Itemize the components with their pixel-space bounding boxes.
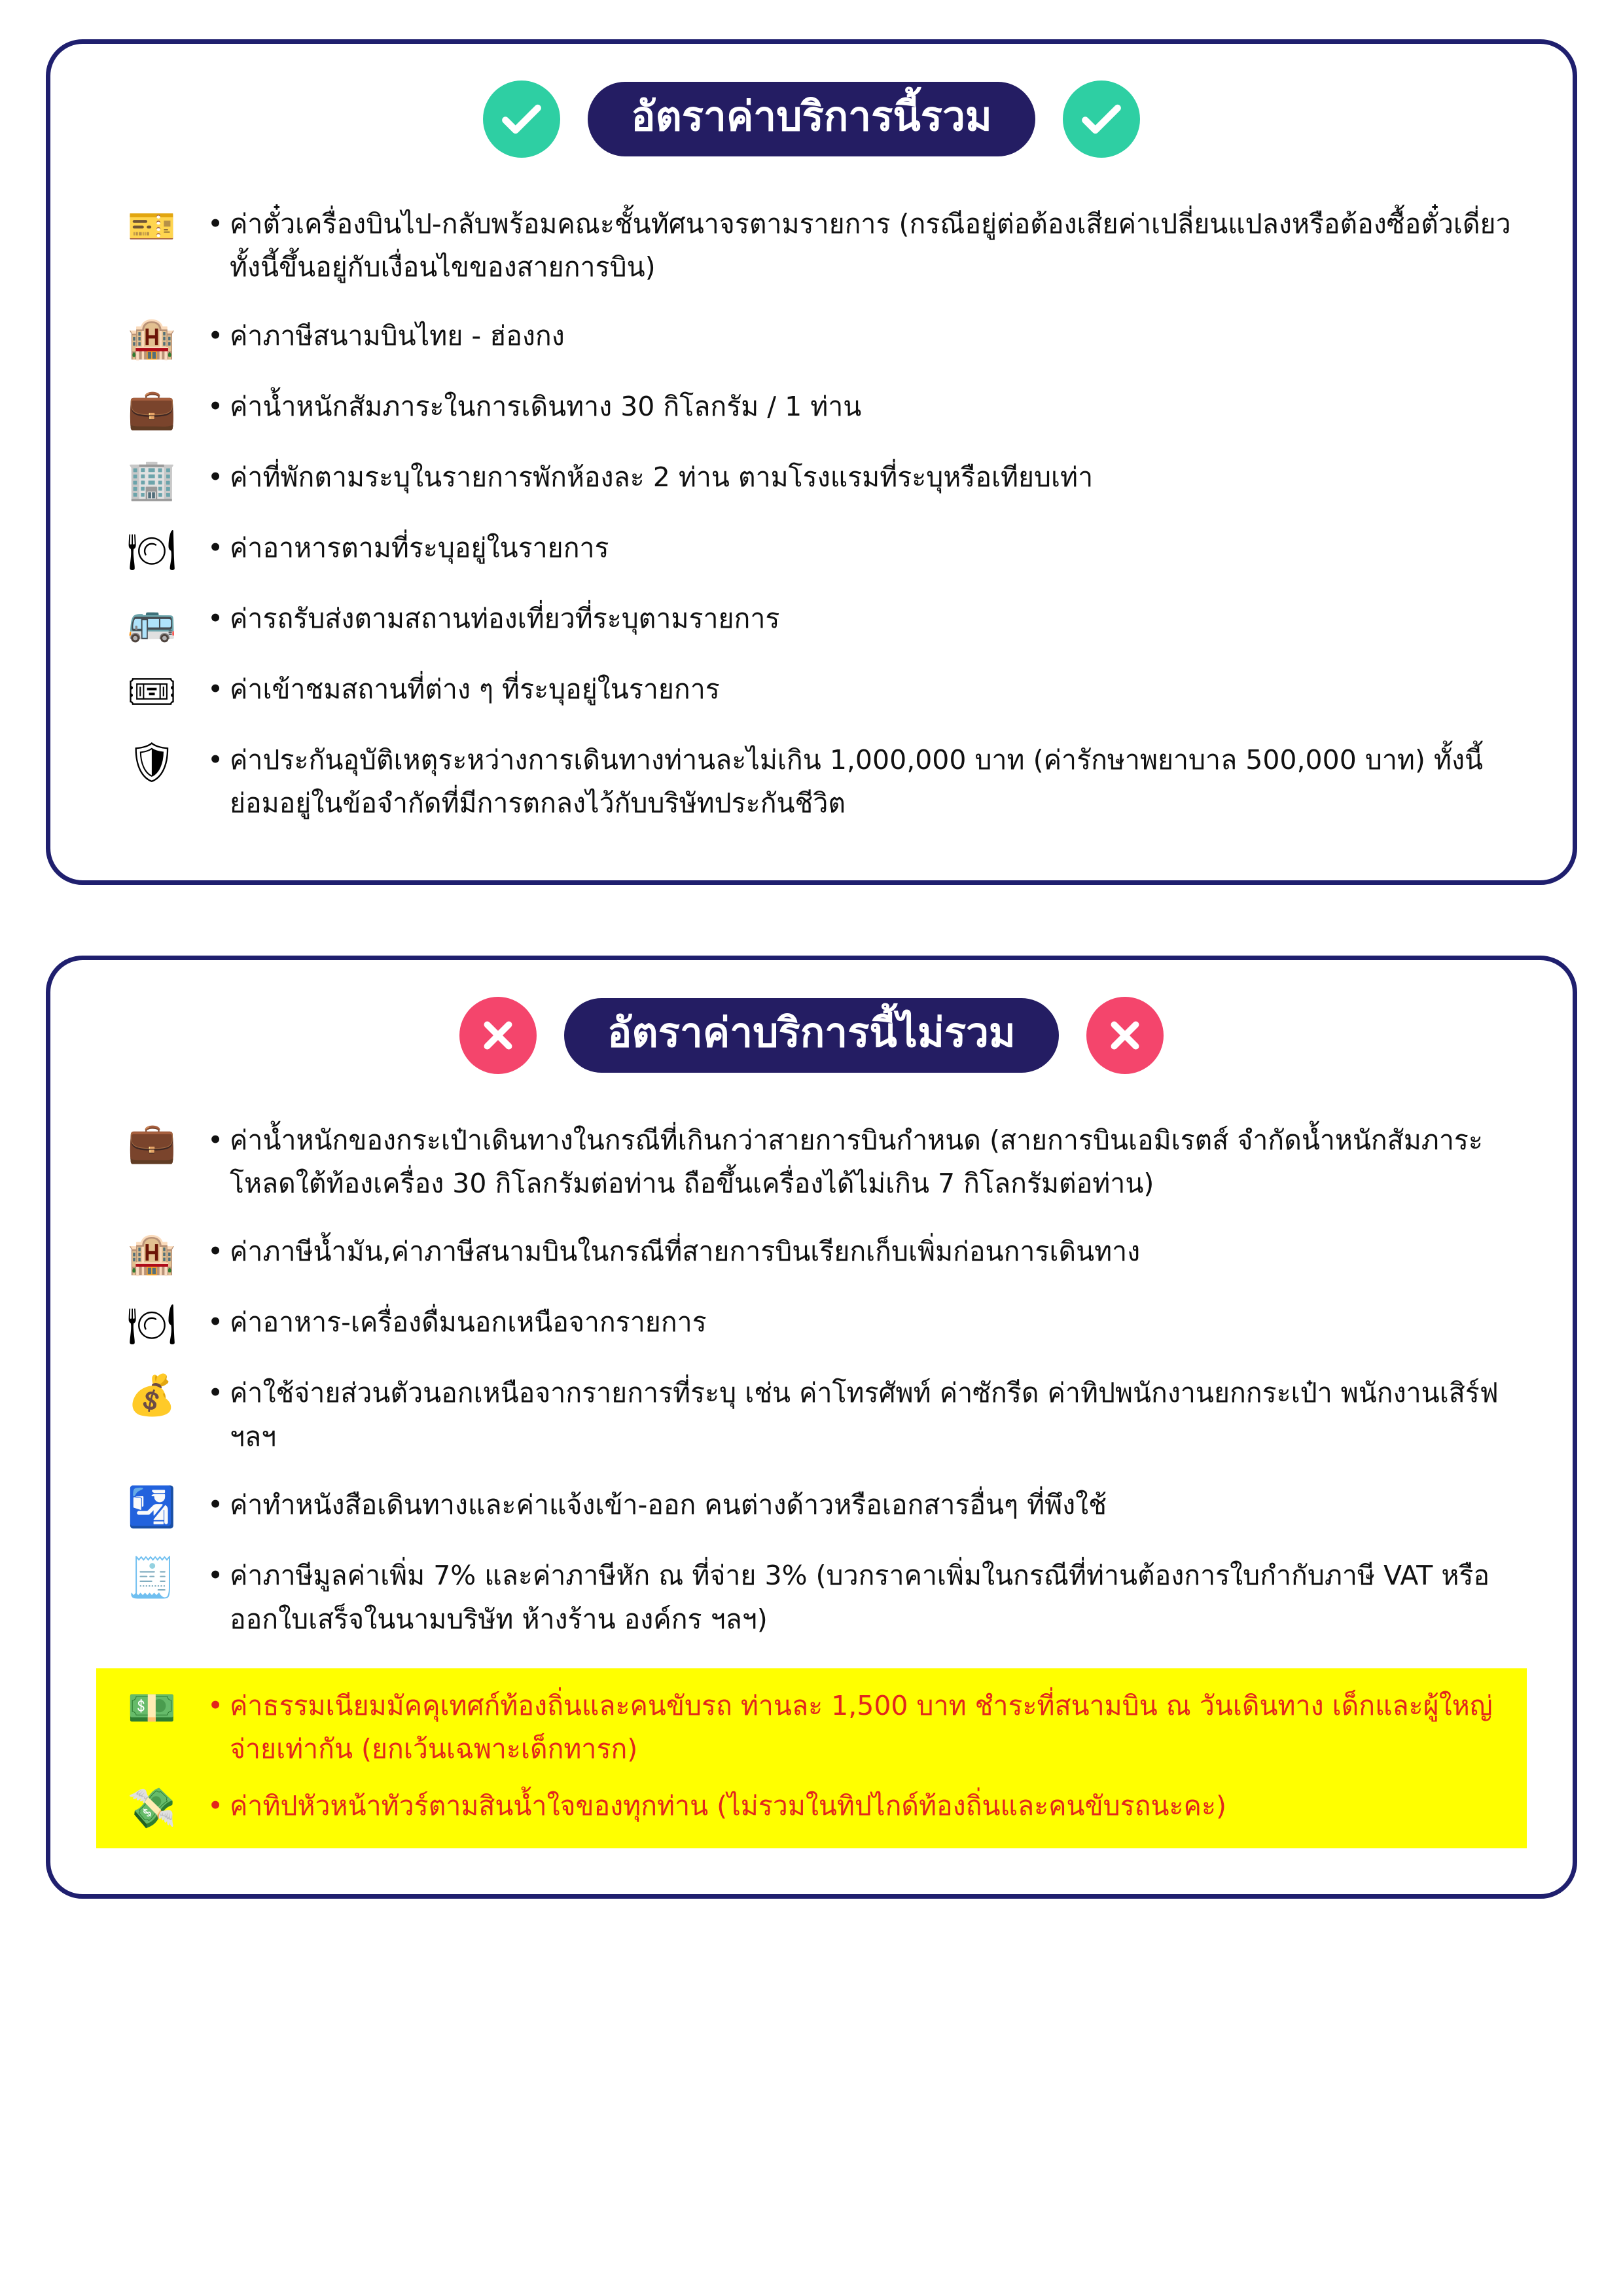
- list-item: [96, 1109, 1527, 1215]
- excluded-list: [96, 1109, 1527, 1848]
- list-item-text: • ค่าทิปหัวหน้าทัวร์ตามสินน้ำใจของทุกท่าน (ไม่รวมในทิปไกด์ท้องถิ่นและคนขับรถนะคะ): [207, 1784, 1527, 1827]
- list-item: [96, 1474, 1527, 1538]
- list-item-text: • ค่าน้ำหนักสัมภาระในการเดินทาง 30 กิโลกรัม / 1 ท่าน: [207, 385, 1527, 428]
- list-item: [96, 517, 1527, 581]
- airline-ticket-icon: 🎫: [127, 204, 177, 249]
- list-item-text: • ค่าภาษีน้ำมัน,ค่าภาษีสนามบินในกรณีที่สายการบินเรียกเก็บเพิ่มก่อนการเดินทาง: [207, 1230, 1527, 1273]
- airport-icon: 🏨: [127, 1231, 177, 1278]
- list-item: [96, 1291, 1527, 1355]
- excluded-card: [46, 956, 1577, 1899]
- included-list: [96, 193, 1527, 834]
- list-item: [96, 729, 1527, 834]
- list-item-text: • ค่าธรรมเนียมมัคคุเทศก์ท้องถิ่นและคนขับรถ ท่านละ 1,500 บาท ชำระที่สนามบิน ณ วันเดินทาง เด็กและผู้ใหญ่จ่ายเท่ากัน (ยกเว้นเฉพาะเด็กทารก): [207, 1684, 1527, 1771]
- list-item-text: • ค่าน้ำหนักของกระเป๋าเดินทางในกรณีที่เกินกว่าสายการบินกำหนด (สายการบินเอมิเรตส์ จำกัดน้ำหนักสัมภาระโหลดใต้ท้องเครื่อง 30 กิโลกรัมต่อท่าน ถือขึ้นเครื่องได้ไม่เกิน 7 กิโลกรัมต่อท่าน): [207, 1119, 1527, 1206]
- cross-circle-icon: [459, 997, 537, 1074]
- list-item: [96, 305, 1527, 369]
- list-item: [96, 588, 1527, 652]
- list-item: [96, 1362, 1527, 1467]
- list-item-text: • ค่าภาษีสนามบินไทย - ฮ่องกง: [207, 314, 1527, 357]
- included-header: [96, 81, 1527, 158]
- included-title: อัตราค่าบริการนี้รวม: [588, 82, 1035, 156]
- list-item: [96, 193, 1527, 298]
- insurance-shield-icon: 🛡: [126, 739, 177, 785]
- hotel-building-icon: 🏢: [127, 456, 177, 503]
- cash-icon: 💵: [127, 1685, 177, 1732]
- list-item-text: • ค่าที่พักตามระบุในรายการพักห้องละ 2 ท่าน ตามโรงแรมที่ระบุหรือเทียบเท่า: [207, 456, 1527, 499]
- cross-circle-icon: [1086, 997, 1164, 1074]
- luggage-icon: 💼: [127, 386, 177, 432]
- money-icon: 💰: [127, 1372, 177, 1419]
- bus-icon: 🚌: [127, 598, 177, 644]
- list-item-text: • ค่าประกันอุบัติเหตุระหว่างการเดินทางท่านละไม่เกิน 1,000,000 บาท (ค่ารักษาพยาบาล 500,000 บาท) ทั้งนี้ย่อมอยู่ในข้อจำกัดที่มีการตกลงไว้กับบริษัทประกันชีวิต: [207, 738, 1527, 825]
- cash-icon: 💸: [127, 1785, 177, 1831]
- list-item: [96, 1221, 1527, 1285]
- list-item-text: • ค่ารถรับส่งตามสถานท่องเที่ยวที่ระบุตามรายการ: [207, 597, 1527, 640]
- excluded-title: อัตราค่าบริการนี้ไม่รวม: [564, 998, 1059, 1073]
- list-item-text: • ค่าภาษีมูลค่าเพิ่ม 7% และค่าภาษีหัก ณ ที่จ่าย 3% (บวกราคาเพิ่มในกรณีที่ท่านต้องการใบกำกับภาษี VAT หรือออกใบเสร็จในนามบริษัท ห้างร้าน องค์กร ฯลฯ): [207, 1554, 1527, 1641]
- list-item-text: • ค่าใช้จ่ายส่วนตัวนอกเหนือจากรายการที่ระบุ เช่น ค่าโทรศัพท์ ค่าซักรีด ค่าทิปพนักงานยกกระเป๋า พนักงานเสิร์ฟ ฯลฯ: [207, 1371, 1527, 1458]
- list-item: [96, 1677, 1527, 1778]
- luggage-icon: 💼: [127, 1119, 177, 1166]
- airport-icon: 🏨: [127, 315, 177, 361]
- list-item-text: • ค่าอาหาร-เครื่องดื่มนอกเหนือจากรายการ: [207, 1300, 1527, 1344]
- entrance-ticket-icon: 🎟: [126, 668, 177, 715]
- highlighted-notes: [96, 1668, 1527, 1848]
- list-item-text: • ค่าตั๋วเครื่องบินไป-กลับพร้อมคณะชั้นทัศนาจรตามรายการ (กรณีอยู่ต่อต้องเสียค่าเปลี่ยนแปลงหรือต้องซื้อตั๋วเดี่ยวทั้งนี้ขึ้นอยู่กับเงื่อนไขของสายการบิน): [207, 202, 1527, 289]
- meal-icon: 🍽: [126, 1302, 177, 1348]
- list-item-text: • ค่าทำหนังสือเดินทางและค่าแจ้งเข้า-ออก คนต่างด้าวหรือเอกสารอื่นๆ ที่พึงใช้: [207, 1483, 1527, 1526]
- list-item: [96, 658, 1527, 723]
- check-circle-icon: [483, 81, 560, 158]
- list-item-text: • ค่าอาหารตามที่ระบุอยู่ในรายการ: [207, 526, 1527, 569]
- included-card: [46, 39, 1577, 885]
- list-item: [96, 446, 1527, 511]
- excluded-header: [96, 997, 1527, 1074]
- list-item: [96, 1545, 1527, 1650]
- list-item: [96, 376, 1527, 440]
- meal-icon: 🍽: [126, 527, 177, 573]
- vat-icon: 🧾: [127, 1555, 177, 1602]
- list-item: [96, 1778, 1527, 1837]
- check-circle-icon: [1063, 81, 1140, 158]
- list-item-text: • ค่าเข้าชมสถานที่ต่าง ๆ ที่ระบุอยู่ในรายการ: [207, 668, 1527, 711]
- passport-icon: 🛂: [127, 1484, 177, 1531]
